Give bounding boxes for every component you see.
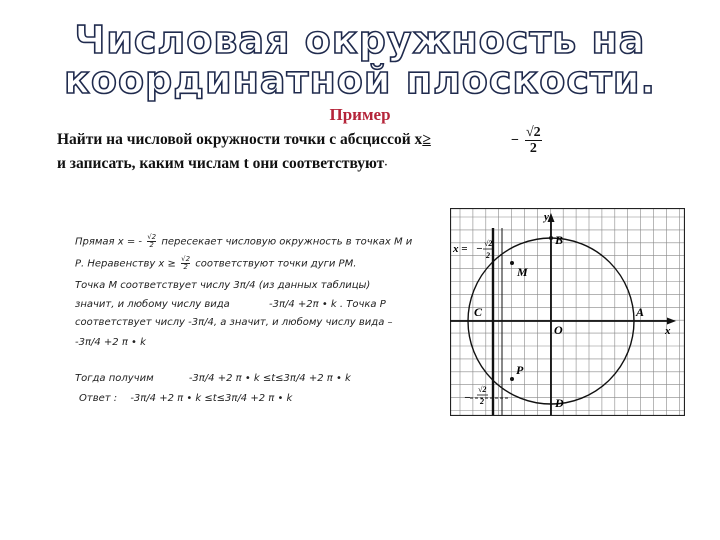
task-text-1: Найти на числовой окружности точки с абсциссой х <box>57 131 423 148</box>
bottom-frac-num: √2 <box>478 385 487 394</box>
x-line-sign: − <box>476 243 483 255</box>
solution-l8-a: Ответ : <box>79 393 118 404</box>
task-fraction-denominator: 2 <box>529 141 537 156</box>
point-P <box>510 377 514 381</box>
solution-l1-b: пересекает числовую окружность в точках М и <box>161 236 413 248</box>
solution-line-6: -3π/4 +2 π • k <box>75 337 146 348</box>
solution-l7-b: -3π/4 +2 π • k ≤t≤3π/4 +2 π • k <box>188 373 351 384</box>
task-fraction-numerator: √2 <box>525 125 541 140</box>
slide-title-line2: координатной плоскости. <box>64 58 656 102</box>
label-P: P <box>516 363 524 377</box>
solution-line-2 <box>75 256 356 271</box>
solution-line-7 <box>75 373 351 384</box>
label-y: y <box>544 211 549 223</box>
example-heading: Пример <box>329 105 391 124</box>
x-line-label: x = <box>453 243 468 255</box>
point-M <box>510 261 514 265</box>
task-text-2: и записать, каким числам t они соответствуют <box>57 155 385 172</box>
task-fraction-sign: − <box>511 133 519 148</box>
label-C: C <box>474 305 483 319</box>
task-fraction <box>511 126 542 156</box>
solution-line-3: Точка М соответствует числу 3π/4 (из данных таблицы) <box>75 280 371 291</box>
point-B <box>549 236 553 240</box>
solution-l1-den: 2 <box>149 241 154 249</box>
solution-l2-num: √2 <box>181 255 191 263</box>
label-A: A <box>636 305 645 319</box>
solution-l2-den: 2 <box>183 263 188 271</box>
solution-line-1 <box>75 234 412 249</box>
label-M: M <box>517 265 528 279</box>
task-line2: и записать, каким числам t они соответствуют· <box>57 155 388 172</box>
x-line-frac-den: 2 <box>486 251 490 260</box>
x-line-frac-num: √2 <box>484 239 493 248</box>
solution-l8-b: -3π/4 +2 π • k ≤t≤3π/4 +2 π • k <box>130 393 293 404</box>
task-line1 <box>57 131 431 149</box>
solution-l7-a: Тогда получим <box>75 373 154 384</box>
bottom-frac-den: 2 <box>480 397 484 406</box>
solution-l4-a: значит, и любому числу вида <box>75 299 230 310</box>
slide-title-line1: Числовая окружность на <box>74 18 646 62</box>
label-D: D <box>555 396 564 410</box>
ge-sign: ≥ <box>422 131 431 148</box>
solution-l4-b: -3π/4 +2π • k . Точка Р <box>269 299 386 310</box>
label-x: x <box>665 325 671 337</box>
solution-l2-b: соответствуют точки дуги РМ. <box>195 258 357 270</box>
solution-l1-a: Прямая х = - <box>75 236 143 248</box>
solution-line-8 <box>79 393 292 404</box>
bottom-sign: − <box>464 392 471 404</box>
solution-line-4 <box>75 299 386 310</box>
x-axis-arrow-icon <box>667 318 676 325</box>
solution-l1-num: √2 <box>147 233 157 241</box>
label-B: B <box>555 233 564 247</box>
solution-line-5: соответствует числу -3π/4, а значит, и любому числу вида – <box>75 317 393 328</box>
label-O: O <box>554 323 563 337</box>
solution-l2-a: Р. Неравенству х ≥ <box>75 258 176 270</box>
unit-circle-diagram <box>450 208 685 416</box>
